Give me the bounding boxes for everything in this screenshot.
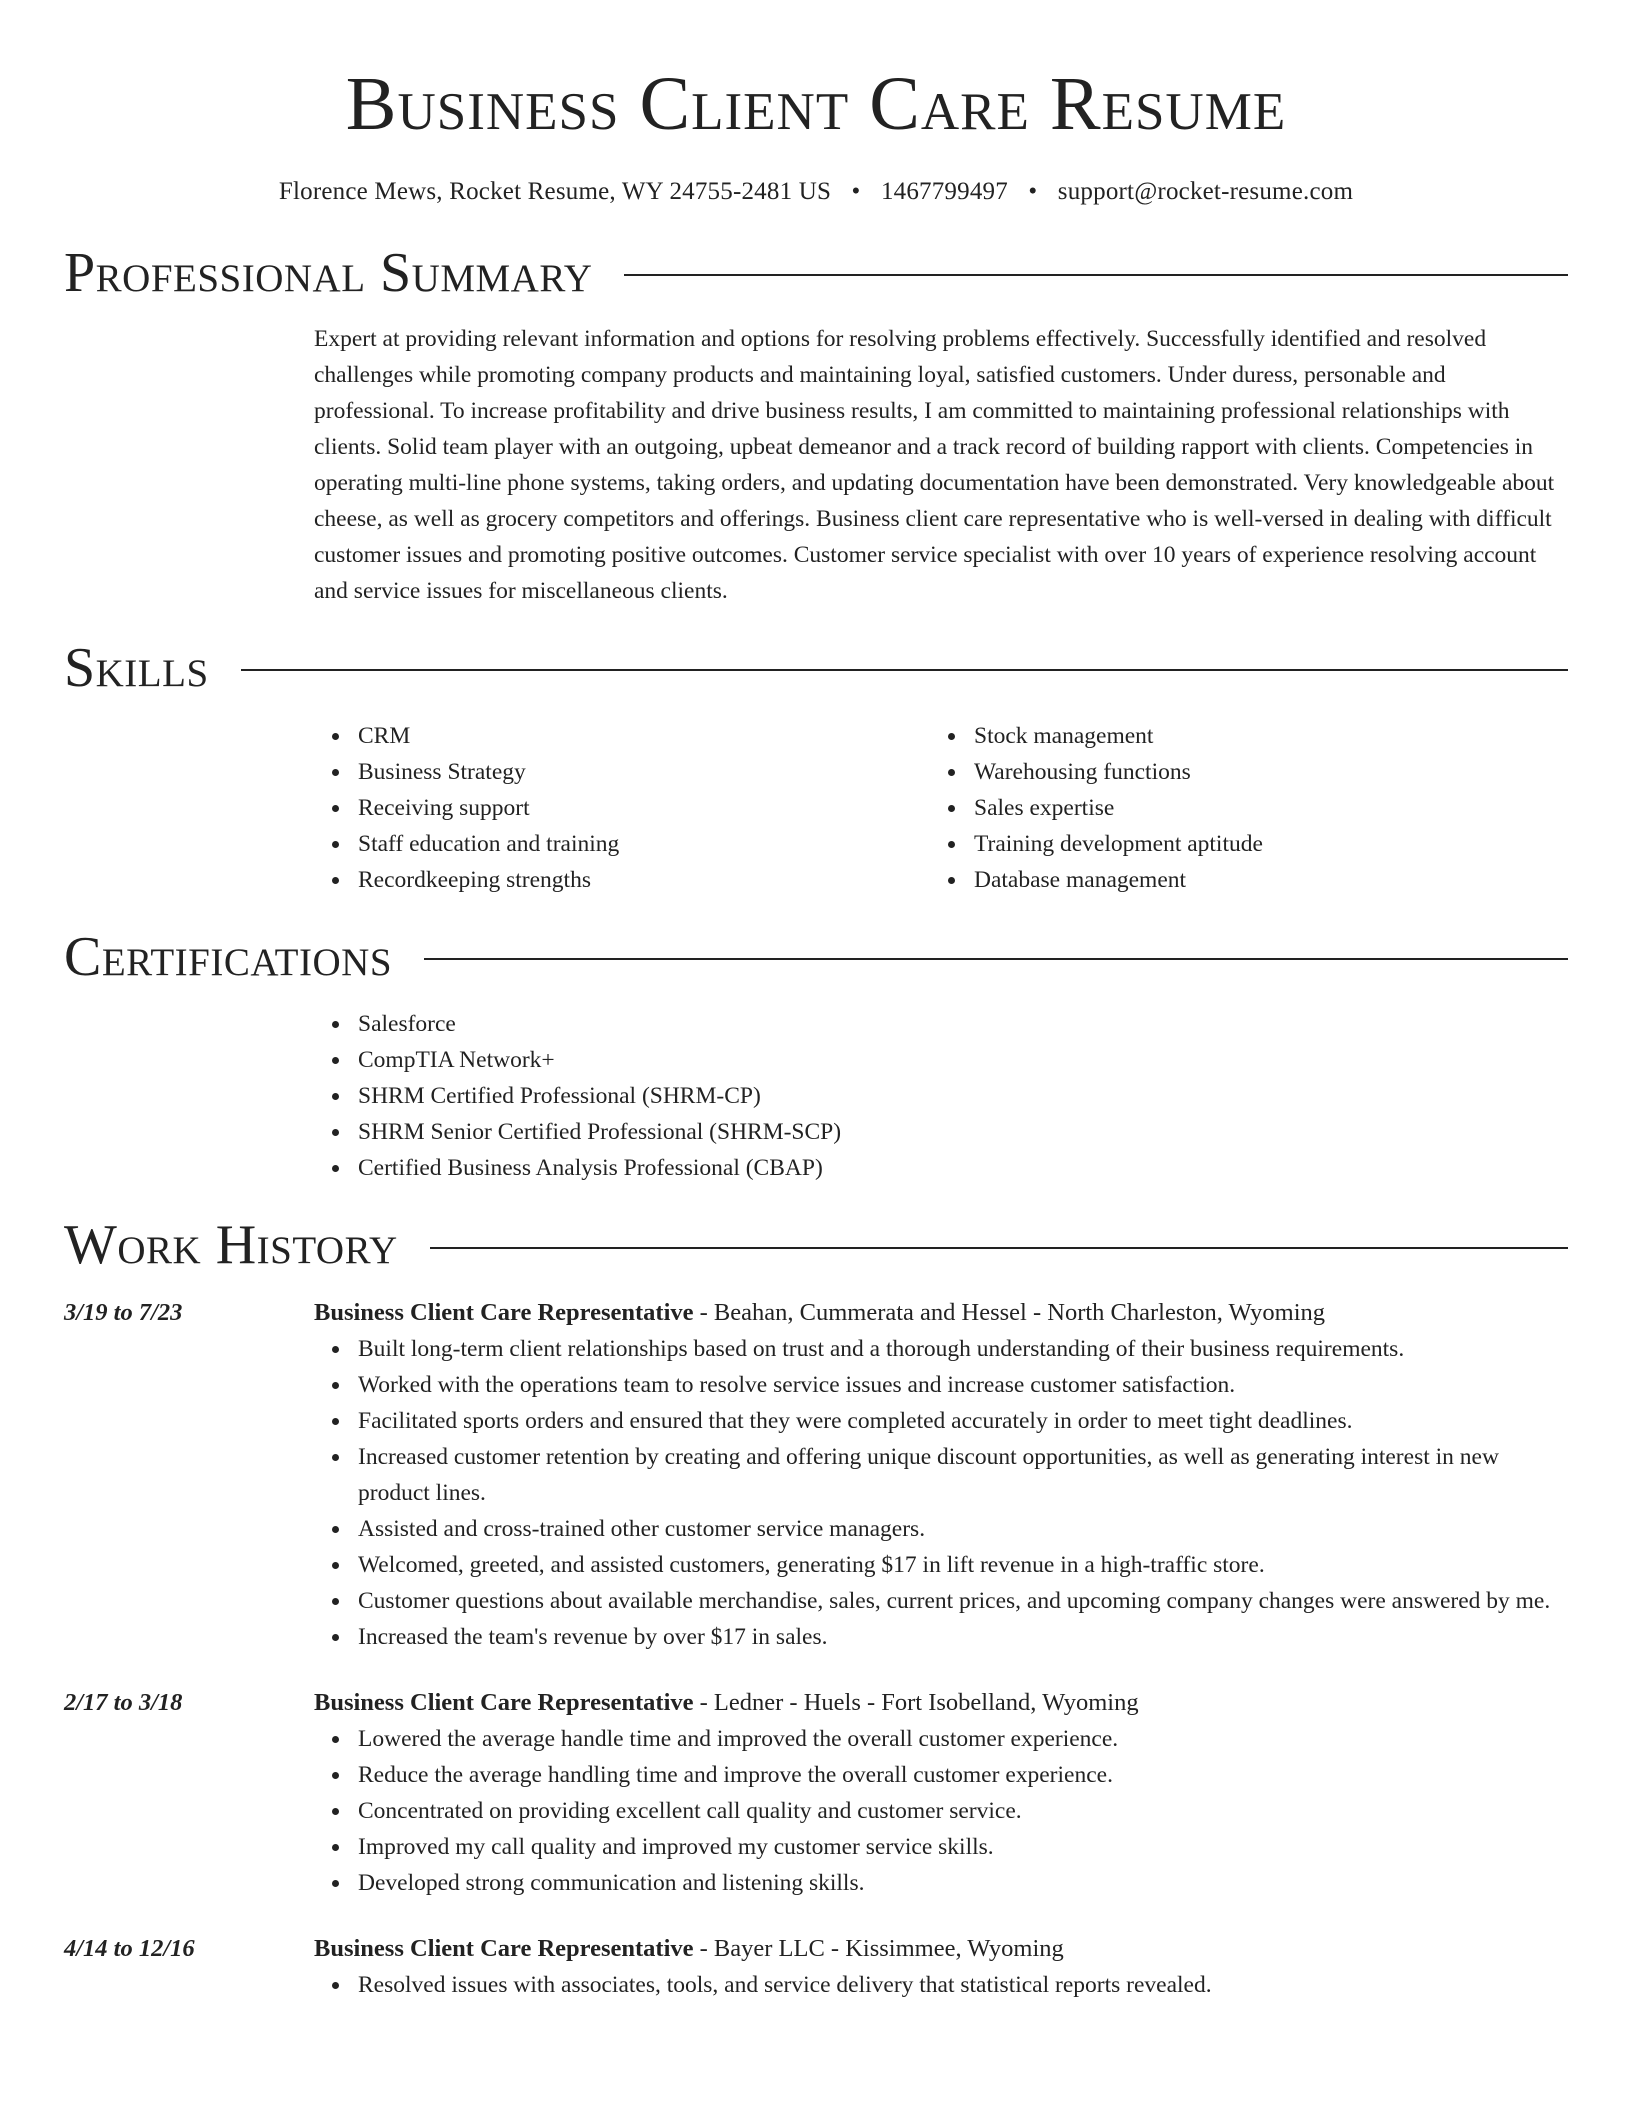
skill-item: Stock management	[974, 718, 1546, 754]
job-entry	[64, 1295, 1568, 1655]
job-title: Business Client Care Representative	[314, 1935, 694, 1963]
job-title: Business Client Care Representative	[314, 1689, 694, 1717]
skill-item: Sales expertise	[974, 790, 1546, 826]
job-dates: 4/14 to 12/16	[64, 1935, 195, 1963]
section-divider	[624, 274, 1568, 276]
job-dates: 3/19 to 7/23	[64, 1299, 183, 1327]
job-bullet: Improved my call quality and improved my customer service skills.	[358, 1829, 1568, 1865]
skills-body	[314, 718, 1568, 898]
job-bullet: Facilitated sports orders and ensured that they were completed accurately in order to meet tight deadlines.	[358, 1403, 1568, 1439]
job-bullet: Increased the team's revenue by over $17 in sales.	[358, 1619, 1568, 1655]
skills-list-right	[930, 718, 1546, 898]
section-divider	[430, 1247, 1568, 1249]
job-bullet: Lowered the average handle time and improved the overall customer experience.	[358, 1721, 1568, 1757]
job-entry	[64, 1685, 1568, 1901]
job-bullet: Welcomed, greeted, and assisted customers, generating $17 in lift revenue in a high-traffic store.	[358, 1547, 1568, 1583]
skill-item: CRM	[358, 718, 930, 754]
job-bullets	[314, 1967, 1568, 2003]
job-heading	[314, 1295, 1568, 1331]
job-entry	[64, 1931, 1568, 2003]
skills-list-left	[314, 718, 930, 898]
summary-body	[314, 321, 1568, 609]
certification-item: Certified Business Analysis Professional (CBAP)	[358, 1150, 1568, 1186]
skills-column-left	[314, 718, 930, 898]
skills-header	[64, 636, 1568, 699]
skills-heading: Skills	[64, 636, 209, 699]
skill-item: Database management	[974, 862, 1546, 898]
job-company: - Ledner - Huels - Fort Isobelland, Wyoming	[693, 1689, 1139, 1717]
skill-item: Staff education and training	[358, 826, 930, 862]
job-bullet: Customer questions about available merchandise, sales, current prices, and upcoming company changes were answered by me.	[358, 1583, 1568, 1619]
job-bullets	[314, 1721, 1568, 1901]
certifications-body	[314, 1006, 1568, 1186]
job-title: Business Client Care Representative	[314, 1299, 694, 1327]
skills-column-right	[930, 718, 1546, 898]
certifications-section	[64, 925, 1568, 1187]
contact-phone: 1467799497	[880, 178, 1008, 205]
skills-grid	[314, 718, 1568, 898]
contact-address: Florence Mews, Rocket Resume, WY 24755-2481 US	[278, 178, 832, 205]
certification-item: SHRM Senior Certified Professional (SHRM-SCP)	[358, 1114, 1568, 1150]
certifications-list	[314, 1006, 1568, 1186]
skill-item: Recordkeeping strengths	[358, 862, 930, 898]
job-bullets	[314, 1331, 1568, 1655]
job-heading	[314, 1685, 1568, 1721]
contact-email: support@rocket-resume.com	[1057, 178, 1354, 205]
summary-heading: Professional Summary	[64, 242, 593, 304]
job-heading	[314, 1931, 1568, 1967]
certifications-heading: Certifications	[64, 925, 393, 988]
contact-separator: •	[1028, 178, 1038, 205]
skill-item: Training development aptitude	[974, 826, 1546, 862]
skill-item: Receiving support	[358, 790, 930, 826]
contact-separator: •	[851, 178, 861, 205]
job-bullet: Reduce the average handling time and improve the overall customer experience.	[358, 1757, 1568, 1793]
job-bullet: Built long-term client relationships based on trust and a thorough understanding of their business requirements.	[358, 1331, 1568, 1367]
certification-item: SHRM Certified Professional (SHRM-CP)	[358, 1078, 1568, 1114]
job-bullet: Resolved issues with associates, tools, and service delivery that statistical reports revealed.	[358, 1967, 1568, 2003]
job-company: - Bayer LLC - Kissimmee, Wyoming	[693, 1935, 1064, 1963]
contact-info	[64, 178, 1568, 206]
resume-title: Business Client Care Resume	[345, 62, 1287, 146]
work-history-header	[64, 1216, 1568, 1275]
skill-item: Business Strategy	[358, 754, 930, 790]
certifications-header	[64, 925, 1568, 988]
certification-item: Salesforce	[358, 1006, 1568, 1042]
job-details	[314, 1295, 1568, 1655]
skills-section	[64, 636, 1568, 898]
job-dates: 2/17 to 3/18	[64, 1689, 183, 1717]
job-company: - Beahan, Cummerata and Hessel - North Charleston, Wyoming	[693, 1299, 1326, 1327]
summary-header	[64, 244, 1568, 303]
job-details	[314, 1931, 1568, 2003]
summary-section	[64, 244, 1568, 609]
job-bullet: Concentrated on providing excellent call quality and customer service.	[358, 1793, 1568, 1829]
work-history-heading: Work History	[64, 1214, 398, 1277]
section-divider	[241, 669, 1568, 671]
section-divider	[424, 958, 1568, 960]
job-bullet: Assisted and cross-trained other customer service managers.	[358, 1511, 1568, 1547]
job-bullet: Developed strong communication and listening skills.	[358, 1865, 1568, 1901]
certification-item: CompTIA Network+	[358, 1042, 1568, 1078]
job-bullet: Increased customer retention by creating and offering unique discount opportunities, as well as generating interest in new product lines.	[358, 1439, 1568, 1511]
work-history-section	[64, 1216, 1568, 2003]
job-details	[314, 1685, 1568, 1901]
job-bullet: Worked with the operations team to resolve service issues and increase customer satisfaction.	[358, 1367, 1568, 1403]
summary-text: Expert at providing relevant information and options for resolving problems effectively. Successfully identified and resolved challenges while promoting company products and maintaining loyal, satisfied customers. Under duress, personable and professional. To increase profitability and drive business results, I am committed to maintaining professional relationships with clients. Solid team player with an outgoing, upbeat demeanor and a track record of building rapport with clients. Competencies in operating multi-line phone systems, taking orders, and updating documentation have been demonstrated. Very knowledgeable about cheese, as well as grocery competitors and offerings. Business client care representative who is well-versed in dealing with difficult customer issues and promoting positive outcomes. Customer service specialist with over 10 years of experience resolving account and service issues for miscellaneous clients.	[314, 325, 1555, 604]
skill-item: Warehousing functions	[974, 754, 1546, 790]
